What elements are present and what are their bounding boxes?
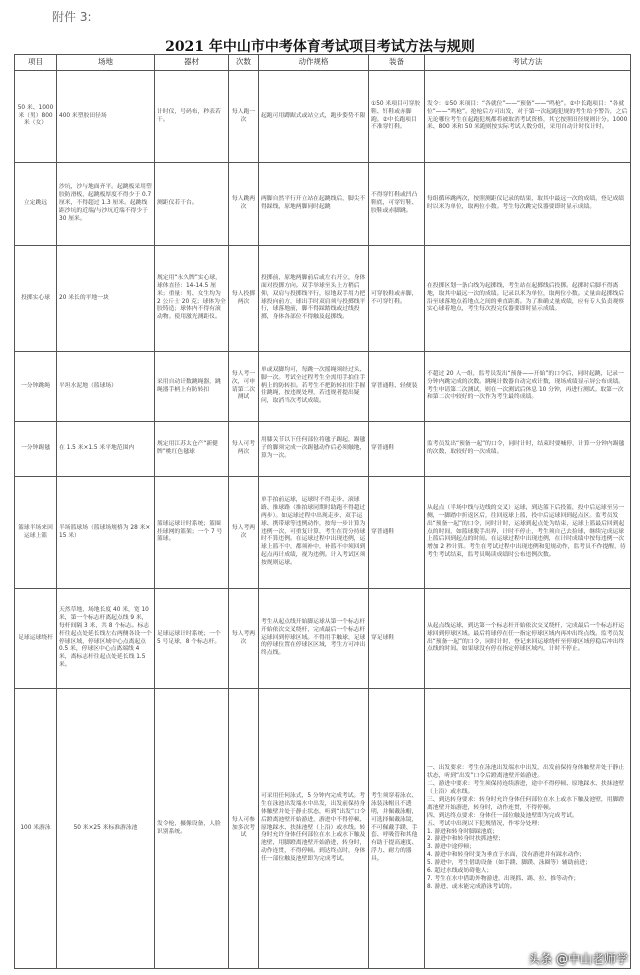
cell-gear: 不得穿钉鞋或凹凸鞋底，可穿钉鞋、胶鞋或赤脚跳。 (369, 163, 425, 246)
cell-project: 篮球半场来回运球上篮 (15, 477, 57, 589)
cell-spec: 用膝关节以下任何部位将毽子踢起，踢毽子的脚须完成一次踢毽动作后必须触地，算为一次。 (259, 422, 369, 477)
table-row (15, 352, 631, 422)
header-method: 考试方法 (425, 55, 631, 71)
cell-gear: 可穿胶鞋或赤脚，不可穿钉鞋。 (369, 246, 425, 352)
cell-times: 每人考两次 (229, 477, 259, 589)
cell-project: 足球运球绕杆 (15, 589, 57, 689)
cell-times: 每人考一次，可申请第二次测试 (229, 352, 259, 422)
cell-times: 每人跳两次 (229, 163, 259, 246)
cell-project: 投掷实心球 (15, 246, 57, 352)
cell-equipment: 规定用江苏太仓产“新健牌”桃红色毽球 (155, 422, 229, 477)
header-spec: 动作规格 (259, 55, 369, 71)
table-row (15, 589, 631, 689)
cell-equipment: 测距仪若干台。 (155, 163, 229, 246)
watermark: 头条 @中山老师学 (528, 952, 628, 966)
cell-project: 一分钟跳绳 (15, 352, 57, 422)
cell-equipment: 计时仪，号码布，秒表若干。 (155, 71, 229, 163)
table-row (15, 163, 631, 246)
header-equipment: 器材 (155, 55, 229, 71)
table-row (15, 422, 631, 477)
cell-spec: 考生从起点线开始脚运球从第一个标志杆开始依次交叉绕杆，完成最后一个标志杆运球回到停球区域。不得用手触球，足球的停球位置在停球区区域，考生方可冲出终点线。 (259, 589, 369, 689)
cell-venue: 沙坑，沙与地面齐平。起跳板采用塑胶防滑板，起跳板厚度不得少于 0.7 厘米，不得超过 1.3 厘米。起跳线距沙坑的近端/与沙坑近端不得少于 30 厘米。 (57, 163, 155, 246)
cell-spec: 两脚自然平行开立站在起跳线后，脚尖不得踩线，原地两脚同时起跳 (259, 163, 369, 246)
table-row (15, 689, 631, 969)
cell-venue: 在 1.5 米×1.5 米平地范围内 (57, 422, 155, 477)
cell-gear: ①50 米项目可穿胶鞋、钉鞋或赤脚跑。②中长跑项目不准穿钉鞋。 (369, 71, 425, 163)
header-project: 项目 (15, 55, 57, 71)
cell-times: 每人投掷两次 (229, 246, 259, 352)
cell-method: 从起点线运球，到达第一个标志杆开始依次交叉绕杆，完成最后一个标志杆运球回到停球区域。最后将球停在任一指定停球区域内再冲出终点线。监考员发出“预备一起”的口令，同时计时，登记来回运球绕杆至停球区域停稳后冲出终点线的时间。如果球没有停在指定停球区域内，计时不停止。 (425, 589, 631, 689)
cell-equipment: 规定用“永久牌”实心球，球体直径：14-14.5 厘米；重量：男、女生均为 2 公斤士 20 克；球体为全胶铸造；球体内不得有滚动物。使用激光测距仪。 (155, 246, 229, 352)
cell-venue: 天然草地，场地长度 40 米，宽 10 米，第一个标志杆离起点线 9 米，每杆间隔 3 米，共 8 个标志。标志杆往起点处延长线左右两侧各设一个停球区域，停球区域中心点离起点 0.5 米，停球区中心点离端线 4 米，离标志杆往起点处延长线 1.5 米。 (57, 589, 155, 689)
cell-venue: 50 米×25 米标准游泳池 (57, 689, 155, 969)
cell-spec: 单手拍前运球，运球时不得走步、滚球路、推球路（推拍球同期时助跑不得超过两步）。如运球过程中出现走步、双手运球、携带球等违例动作，按每一步计算为违例一次，可重复计算，考生在罚分持球时不算违例。在运球过程中出现违例，运球上篮不中，都须补中，补篮不中须回到起点再计成绩，视为违例。计入考试区须按规则运球。 (259, 477, 369, 589)
cell-method: 每组循环跳两次，按照测距仪记录的结果，取其中最远一次的成绩，登记成绩时以米为单位，取两位小数。考生每次跳完仪器要即时显示成绩。 (425, 163, 631, 246)
cell-project: 立定跳远 (15, 163, 57, 246)
cell-method: 发令：①50 米项目：“各就位”——“预备”——“鸣枪”。②中长跑项目：“各就位”——“鸣枪”。抢枪后方可出发，对于第一次起跑犯规的考生给予警告，之后无论哪位考生在起跑犯规都将被取消考试资格，其它按照田径规则计分。1000 米、800 米和 50 米跑则按实际考试人数分组，采用自动计时仪计时。 (425, 71, 631, 163)
cell-method: 一、出发要求：考生在泳池出发端水中出发，出发前保持身体触壁并处于静止状态，听到“出发”口令后蹬离池壁开始游进。 二、游进中要求：考生须保持连续游进，途中不得停顿、原地踩水、扶抹池壁（上沿）或水线。 三、到达转身要求：转身时允许身体任何部位在水上或水下触及池壁，用脚蹬离池壁开始游进，转身时，动作连贯，不得停顿。 四、到达终点要求：身体任一部位触及池壁即为完成考试。 五、考试中出现以下犯规情况，作零分处理： 1. 游进和转身时脚踩池底； 2. 游进中和转身时扶抓池壁； 3. 游进中途停顿； 4. 游进中和转身时变为垂直于水面，没有游进并有踩水动作； 5. 游进中，考生借助设备（如手蹼、脚蹼、泳圈等）辅助前进； 6. 超过水线或妨碍他人； 7. 考生在水中借助外物游进，出现抓、踢、拉、推等动作； 8. 游进、或未能完成游泳考试的。 (425, 689, 631, 969)
table-row (15, 71, 631, 163)
page-title: 2021 年中山市中考体育考试项目考试方法与规则 (165, 39, 475, 55)
cell-gear: 穿普通鞋 (369, 422, 425, 477)
cell-method: 监考员发出“预备一起”的口令，同时计时，结束时要喊停，计算一分钟内踢毽的次数，取较好的一次成绩。 (425, 422, 631, 477)
attachment-label: 附件 3: (52, 10, 92, 24)
table-header-row (15, 55, 631, 71)
table-row (15, 477, 631, 589)
cell-venue: 20 米长的平地一块 (57, 246, 155, 352)
cell-project: 50 米、1000 米（男）800 米（女） (15, 71, 57, 163)
header-gear: 装备 (369, 55, 425, 71)
cell-equipment: 篮球运球计时系统；篮圈挂球网的篮架；一个 7 号篮球。 (155, 477, 229, 589)
cell-method: 从起点（半场中线与边线的交叉）运球，到达篮下后投篮，投中后运球至另一侧，一脚踏中折返区后，往回返球上篮，投中后运球回到起点区。监考员发出“预备一起”的口令，同时计时，运球到起点处为结束，运球上篮最后回到起点的时间，如篮球脱手出界，计时不停止，考生须自己去捡球，继续完成运球上篮后回到起点的时间。在运球过程中出现违例，在计时成绩中按每违例一次增加 2 秒计算。考生在考试过程中出现违例和犯规动作，监考员不作提醒，待考生考试结束，监考员喝读成绩时公布违例次数。 (425, 477, 631, 589)
table-row (15, 246, 631, 352)
header-venue: 场地 (57, 55, 155, 71)
cell-project: 一分钟踢毽 (15, 422, 57, 477)
cell-venue: 半场篮球场（篮球场规格为 28 米×15 米） (57, 477, 155, 589)
cell-times: 每人可参加多次考试 (229, 689, 259, 969)
cell-times: 每人可考两次 (229, 422, 259, 477)
cell-spec: 投掷前，原地两脚前后或左右开立，身体面对投掷方向。双手举球至头上方稍后仰，双肩与投掷线平行，原地双手用力把球投向前方，球出手时双肩须与投掷线平行，球落地前，脚不得踩踏线或过线投掷，身体各部位不得触及起掷线。 (259, 246, 369, 352)
cell-venue: 400 米塑胶田径场 (57, 71, 155, 163)
cell-method: 在投掷区划一条白线为起掷线，考生站在起掷线后投掷。起掷时后脚不得离地，取其中最远一次的成绩。记录以米为单位，取两位小数。丈量由起掷线后沿至球落地点着地点之间的垂直距离。为了准确丈量成绩，应有专人负责观察实心球着地点，考生每次投完仪器要即时显示成绩。 (425, 246, 631, 352)
rules-table (14, 54, 631, 969)
cell-times: 每人考两次 (229, 589, 259, 689)
cell-equipment: 采用自动计数跳绳器，跳绳器手柄上有防转扣 (155, 352, 229, 422)
cell-equipment: 足球运球计时系统；一个 5 号足球，8 个标志杆。 (155, 589, 229, 689)
cell-gear: 穿足球鞋 (369, 589, 425, 689)
cell-spec: 单或双脚均可，每跳一次摇绳须经过头、脚一次。考试全过程考生全需用手拍住手柄上的防转扣。若考生不把防转扣往手握住跳绳，按违规处理，若违规者提出疑问，取消当次考试成绩。 (259, 352, 369, 422)
cell-times: 每人跑一次 (229, 71, 259, 163)
cell-gear: 穿普通鞋 (369, 477, 425, 589)
cell-spec: 起跑可用蹲踞式或站立式，跑步姿势不限 (259, 71, 369, 163)
cell-method: 不超过 20 人一组，监考员发出“预备——开始”的口令后，同时起跳，记录一分钟内跳完成的次数。跳绳计数器自动完成计数，现场成绩显示屏公布成绩。考生申请第二次测试，则在一次测试后休息 10 分钟，再进行测试。取第一次和第二次中较好的一次作为考生最终成绩。 (425, 352, 631, 422)
cell-venue: 平坦水泥地（篮球场） (57, 352, 155, 422)
cell-gear: 考生须穿着泳衣、泳装泳帽且不透明，并佩戴泳帽，可选择佩戴泳镜，不可佩戴手蹼、手套、呼吸管和其他有助于提高速度、浮力、耐力的器具。 (369, 689, 425, 969)
header-times: 次数 (229, 55, 259, 71)
cell-spec: 可采用任何泳式，5 分钟内完成考试。考生在泳池出发端水中出发，出发前保持身体触壁并处于静止状态，听到“出发”口令后蹬离池壁开始游进，游进中不得停顿、原地踩水、扶抹池壁（上沿）或水线。转身时允许身体任何部位在水上或水下触及池壁，用脚蹬离池壁开始游进，转身时，动作连贯，不得停顿。到达终点时，身体任一部位触及池壁即为完成考试。 (259, 689, 369, 969)
cell-gear: 穿普通鞋、轻便装 (369, 352, 425, 422)
cell-equipment: 发令枪，摄像设备，人脸识别系统。 (155, 689, 229, 969)
cell-project: 100 米游泳 (15, 689, 57, 969)
